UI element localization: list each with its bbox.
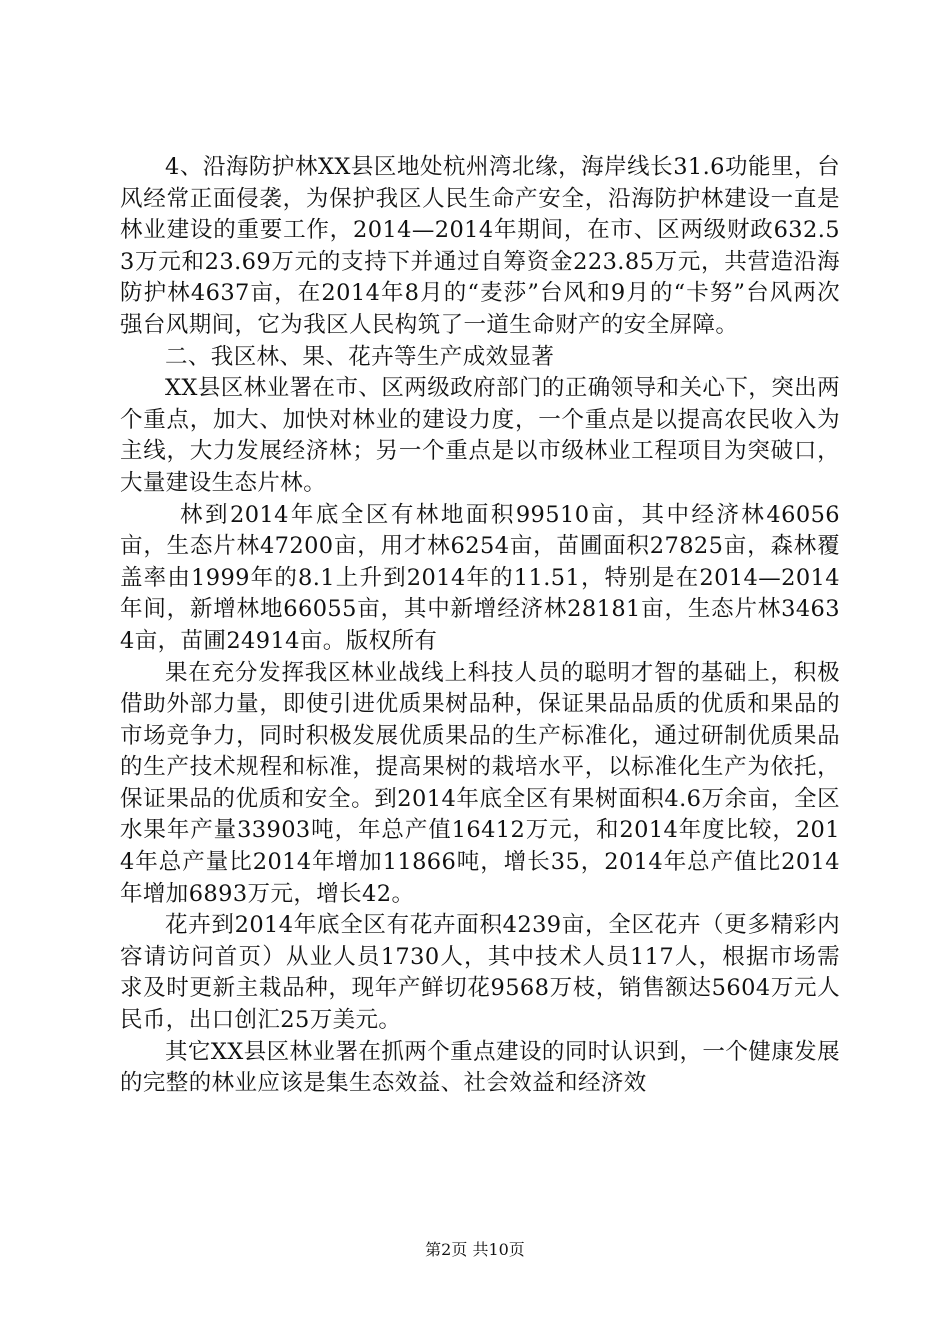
page-number: 第2页 共10页: [425, 1240, 525, 1259]
paragraph-other: 其它XX县区林业署在抓两个重点建设的同时认识到，一个健康发展的完整的林业应该是集生态效益、社会效益和经济效: [120, 1038, 840, 1097]
section-heading: 二、我区林、果、花卉等生产成效显著: [165, 343, 555, 370]
paragraph-coastal-forest: 4、沿海防护林XX县区地处杭州湾北缘，海岸线长31.6功能里，台风经常正面侵袭，为保护我区人民生命产安全，沿海防护林建设一直是林业建设的重要工作，2014—2014年期间，在市、区两级财政632.53万元和23.69万元的支持下并通过自筹资金223.85万元，共营造沿海防护林4637亩，在2014年8月的“麦莎”台风和9月的“卡努”台风两次强台风期间，它为我区人民构筑了一道生命财产的安全屏障。: [120, 154, 840, 338]
document-body: [120, 152, 840, 1100]
paragraph-fruit: 果在充分发挥我区林业战线上科技人员的聪明才智的基础上，积极借助外部力量，即使引进优质果树品种，保证果品品质的优质和果品的市场竞争力，同时积极发展优质果品的生产标准化，通过研制优质果品的生产技术规程和标准，提高果树的栽培水平，以标准化生产为依托，保证果品的优质和安全。到2014年底全区有果树面积4.6万余亩，全区水果年产量33903吨，年总产值16412万元，和2014年度比较，2014年总产量比2014年增加11866吨，增长35，2014年总产值比2014年增加6893万元，增长42。: [120, 659, 840, 907]
paragraph-flowers: 花卉到2014年底全区有花卉面积4239亩，全区花卉（更多精彩内容请访问首页）从业人员1730人，其中技术人员117人，根据市场需求及时更新主栽品种，现年产鲜切花9568万枝，销售额达5604万元人民币，出口创汇25万美元。: [120, 912, 840, 1034]
paragraph-forestry-bureau: XX县区林业署在市、区两级政府部门的正确领导和关心下，突出两个重点，加大、加快对林业的建设力度，一个重点是以提高农民收入为主线，大力发展经济林；另一个重点是以市级林业工程项目为突破口，大量建设生态片林。: [120, 375, 840, 496]
paragraph-forest-stats: 林到2014年底全区有林地面积99510亩，其中经济林46056亩，生态片林47200亩，用才林6254亩，苗圃面积27825亩，森林覆盖率由1999年的8.1上升到2014年的11.51，特别是在2014—2014年间，新增林地66055亩，其中新增经济林28181亩，生态片林34634亩，苗圃24914亩。版权所有: [120, 501, 840, 654]
